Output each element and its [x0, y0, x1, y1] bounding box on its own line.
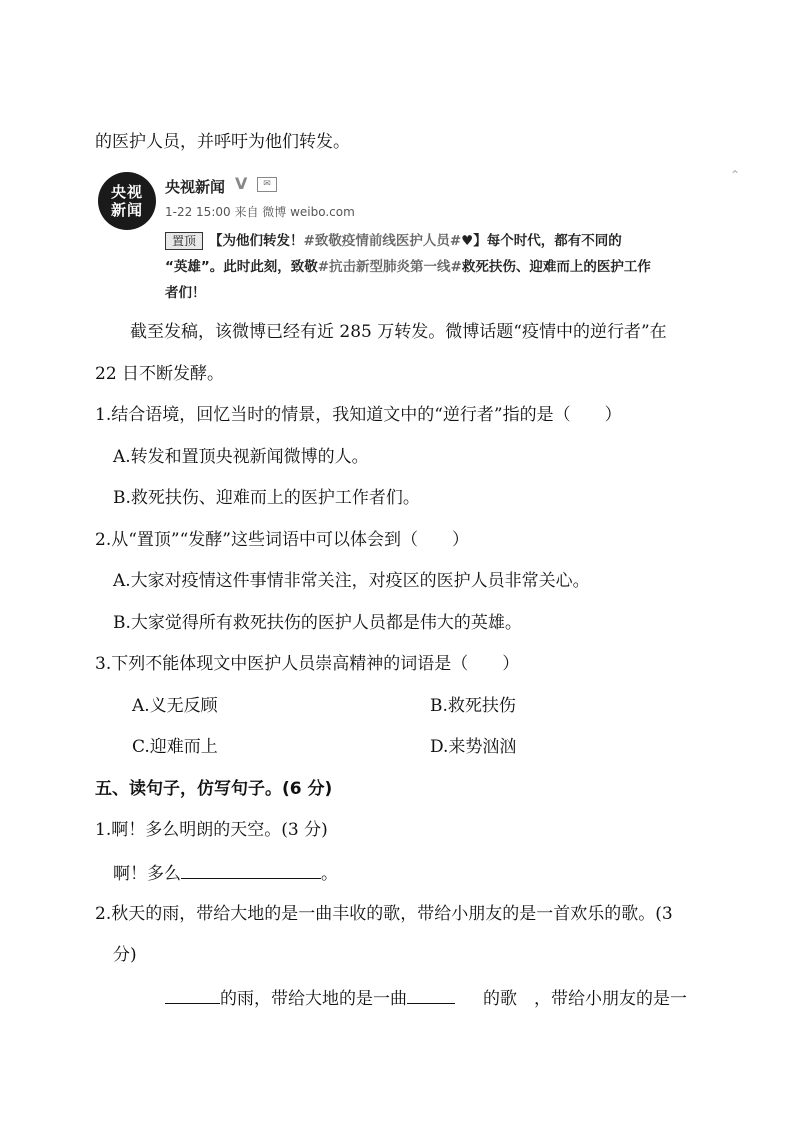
- verified-icon: V: [235, 174, 248, 193]
- heart-icon: ♥: [461, 233, 474, 249]
- avatar-text-bottom: 新闻: [110, 201, 143, 219]
- weibo-text-4: 救死扶伤、迎难而上的医护工作: [461, 259, 651, 275]
- s2-stem-cont: 分): [113, 945, 137, 965]
- avatar-text-top: 央视: [110, 183, 143, 201]
- q2-stem: 2.从“置顶”“发酵”这些词语中可以体会到（ ）: [95, 530, 469, 550]
- q3-option-d: D.来势汹汹: [430, 737, 517, 757]
- s2-blank-2[interactable]: [407, 985, 455, 1004]
- weibo-meta: 1-22 15:00 来自 微博 weibo.com: [165, 205, 355, 219]
- s2-answer-line: [165, 985, 687, 1011]
- weibo-text-2: 】每个时代，都有不同的: [473, 233, 622, 249]
- s1-prefix: 啊！多么: [113, 864, 181, 884]
- chevron-icon: ⌃: [729, 168, 740, 182]
- paragraph-1: 截至发稿，该微博已经有近 285 万转发。微博话题“疫情中的逆行者”在: [130, 322, 667, 342]
- weibo-avatar: [98, 172, 156, 230]
- q1-stem: 1.结合语境，回忆当时的情景，我知道文中的“逆行者”指的是（ ）: [95, 405, 622, 425]
- weibo-tag-1: #致敬疫情前线医护人员#: [303, 233, 462, 249]
- q2-option-b: B.大家觉得所有救死扶伤的医护人员都是伟大的英雄。: [113, 613, 522, 633]
- pin-label: 置顶: [165, 232, 203, 250]
- weibo-text-1: 【为他们转发！: [209, 233, 304, 249]
- s1-answer-line: [113, 860, 338, 886]
- paragraph-1-cont: 22 日不断发酵。: [95, 364, 225, 384]
- s1-blank[interactable]: [181, 860, 321, 879]
- s2-part-2: 的歌 ，带给小朋友的是一: [483, 989, 687, 1009]
- section-5-title: 五、读句子，仿写句子。(6 分): [95, 779, 333, 799]
- q3-option-b: B.救死扶伤: [430, 696, 516, 716]
- s2-stem: 2.秋天的雨，带给大地的是一曲丰收的歌，带给小朋友的是一首欢乐的歌。(3: [95, 904, 673, 924]
- q3-option-a: A.义无反顾: [132, 696, 218, 716]
- weibo-body: [165, 228, 725, 306]
- badge-icon: ✉: [257, 177, 277, 192]
- q1-option-b: B.救死扶伤、迎难而上的医护工作者们。: [113, 488, 420, 508]
- s2-part-1: 的雨，带给大地的是一曲: [220, 989, 407, 1009]
- q1-option-a: A.转发和置顶央视新闻微博的人。: [113, 447, 369, 467]
- s2-blank-1[interactable]: [165, 985, 220, 1004]
- weibo-tag-2: #抗击新型肺炎第一线#: [317, 259, 462, 275]
- q3-stem: 3.下列不能体现文中医护人员崇高精神的词语是（ ）: [95, 654, 520, 674]
- weibo-post-image: [95, 168, 740, 308]
- weibo-account-name: 央视新闻: [165, 178, 226, 196]
- s1-suffix: 。: [321, 864, 338, 884]
- weibo-text-3: “英雄”。此时此刻，致敬: [165, 259, 318, 275]
- intro-line: 的医护人员，并呼吁为他们转发。: [95, 132, 350, 152]
- q3-option-c: C.迎难而上: [132, 737, 218, 757]
- s1-stem: 1.啊！多么明朗的天空。(3 分): [95, 820, 328, 840]
- weibo-text-5: 者们！: [165, 285, 206, 301]
- q2-option-a: A.大家对疫情这件事情非常关注，对疫区的医护人员非常关心。: [113, 571, 590, 591]
